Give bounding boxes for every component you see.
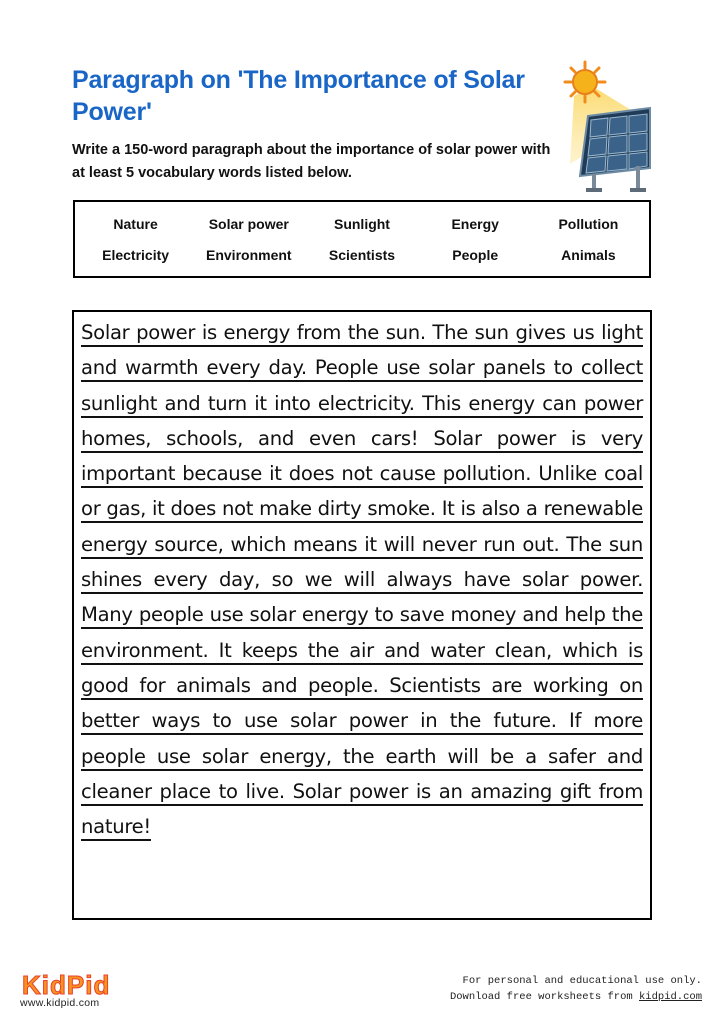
paragraph-text: Solar power is energy from the sun. The sun gives us light and warmth every day. People use solar panels to collect sunlight and turn it into electricity. This energy can power homes, schools, and even cars! Solar power is very important because it does not cause pollution. Unlike coal or gas, it does not make dirty smoke. It is also a renewable energy source, which means it will never run out. The sun shines every day, so we will always have solar power. Many people use solar energy to save money and help the environment. It keeps the air and water clean, which is good for animals and people. Scientists are working on better ways to use solar power in the future. If more people use solar energy, the earth will be a safer and cleaner place to live. Solar power is an amazing gift from nature! [81, 321, 643, 839]
solar-illustration [548, 56, 688, 196]
page-title: Paragraph on 'The Importance of Solar Power' [72, 66, 525, 126]
footer-note-line2 [450, 989, 702, 1005]
vocab-word: Electricity [102, 246, 170, 263]
paragraph-box [72, 310, 652, 920]
logo-url: www.kidpid.com [20, 997, 100, 1009]
svg-text:KidPid: KidPid [22, 970, 111, 1000]
vocab-word: Nature [113, 215, 158, 232]
vocabulary-box [73, 200, 651, 278]
vocab-word: Scientists [328, 246, 396, 263]
solar-panel-icon [580, 108, 650, 192]
vocab-word: Animals [561, 246, 616, 263]
vocab-word: Energy [451, 215, 499, 232]
vocab-word: People [452, 246, 499, 263]
footer-note-prefix: Download free worksheets from [449, 991, 639, 1003]
instructions: Write a 150-word paragraph about the importance of solar power with at least 5 vocabulary words listed below. [72, 142, 551, 181]
footer-note [450, 973, 702, 1005]
vocab-word: Pollution [558, 215, 619, 232]
footer-note-line1: For personal and educational use only. [462, 975, 702, 987]
vocab-word: Sunlight [333, 215, 390, 232]
vocab-word: Solar power [208, 215, 289, 232]
sun-icon [565, 62, 605, 102]
footer-link[interactable]: kidpid.com [638, 991, 702, 1003]
vocab-word: Environment [206, 246, 292, 263]
